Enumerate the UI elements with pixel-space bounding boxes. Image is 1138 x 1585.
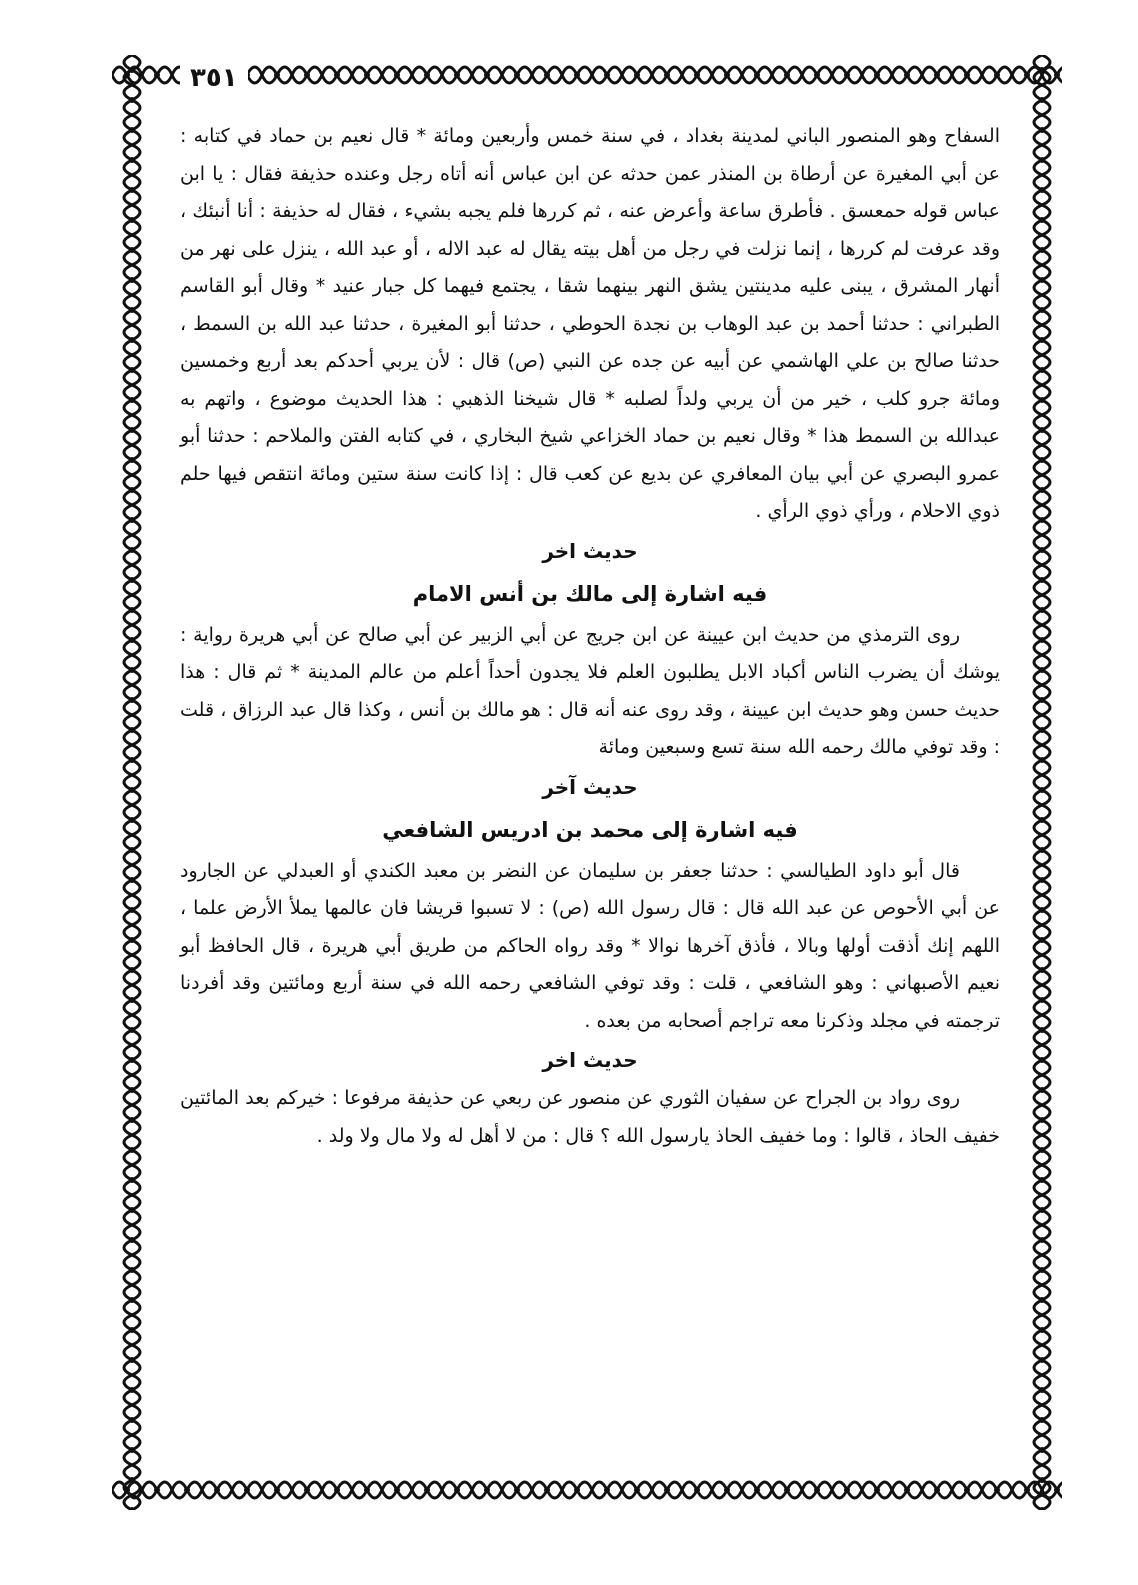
heading-shafii: فيه اشارة إلى محمد بن ادريس الشافعي <box>382 817 798 842</box>
paragraph-2: روى الترمذي من حديث ابن عيينة عن ابن جريج عن أبي الزبير عن أبي صالح عن أبي هريرة رواية : يوشك أن يضرب الناس أكباد الابل يطلبون العلم فلا يجدون أحداً أعلم من عالم المدينة * ثم قال : هذا حديث حسن وهو حديث ابن عيينة ، وقد روى عنه أنه قال : هو مالك بن أنس ، وكذا قال عبد الرزاق ، قلت : وقد توفي مالك رحمه الله سنة تسع وسبعين ومائة <box>180 623 1000 758</box>
paragraph-1: السفاح وهو المنصور الباني لمدينة بغداد ، في سنة خمس وأربعين ومائة * قال نعيم بن حماد في كتابه : عن أبي المغيرة عن أرطاة بن المنذر عمن حدثه عن ابن عباس أنه أتاه رجل وعنده حذيفة فقال : يا ابن عباس قوله حمعسق . فأطرق ساعة وأعرض عنه ، ثم كررها فلم يجبه بشيء ، فقال له حذيفة : أنا أنبئك ، وقد عرفت لم كررها ، إنما نزلت في رجل من أهل بيته يقال له عبد الاله ، أو عبد الله ، ينزل على نهر من أنهار المشرق ، يبنى عليه مدينتين يشق النهر بينهما شقا ، يجتمع فيهما كل جبار عنيد * وقال أبو القاسم الطبراني : حدثنا أحمد بن عبد الوهاب بن نجدة الحوطي ، حدثنا أبو المغيرة ، حدثنا عبد الله بن السمط ، حدثنا صالح بن علي الهاشمي عن أبيه عن جده عن النبي (ص) قال : لأن يربي أحدكم بعد أربع وخمسين ومائة جرو كلب ، خير من أن يربي ولداً لصلبه * قال شيخنا الذهبي : هذا الحديث موضوع ، واتهم به عبدالله بن السمط هذا * وقال نعيم بن حماد الخزاعي شيخ البخاري ، في كتابه الفتن والملاحم : حدثنا أبو عمرو البصري عن أبي بيان المعافري عن بديع عن كعب قال : إذا كانت سنة ستين ومائة انتقص فيها حلم ذوي الاحلام ، ورأي ذوي الرأي . <box>180 125 1000 522</box>
heading-hadith-2: حديث آخر <box>542 774 638 799</box>
border-bottom <box>112 1470 1062 1510</box>
heading-hadith-3: حديث اخر <box>542 1048 638 1072</box>
paragraph-3: قال أبو داود الطيالسي : حدثنا جعفر بن سليمان عن النضر بن معبد الكندي أو العبدلي عن الجارود عن أبي الأحوص عن عبد الله قال : قال رسول الله (ص) : لا تسبوا قريشا فان عالمها يملأ الأرض علما ، اللهم إنك أذقت أولها وبالا ، فأذق آخرها نوالا * وقد رواه الحاكم من طريق أبي هريرة ، قال الحافظ أبو نعيم الأصبهاني : وهو الشافعي ، قلت : وقد توفي الشافعي رحمه الله في سنة أربع ومائتين وقد أفردنا ترجمته في مجلد وذكرنا معه تراجم أصحابه من بعده . <box>180 859 1000 1032</box>
border-right <box>1022 55 1062 1510</box>
paragraph-4: روى رواد بن الجراح عن سفيان الثوري عن منصور عن ربعي عن حذيفة مرفوعا : خيركم بعد المائتين خفيف الحاذ ، قالوا : وما خفيف الحاذ يارسول الله ؟ قال : من لا أهل له ولا مال ولا ولد . <box>180 1087 1000 1147</box>
heading-malik: فيه اشارة إلى مالك بن أنس الامام <box>412 581 768 606</box>
heading-hadith-1: حديث اخر <box>542 538 638 563</box>
page-number: ٣٥١ <box>180 58 248 98</box>
border-left <box>112 55 152 1510</box>
border-top <box>112 55 1062 95</box>
page-body <box>180 118 1000 1155</box>
